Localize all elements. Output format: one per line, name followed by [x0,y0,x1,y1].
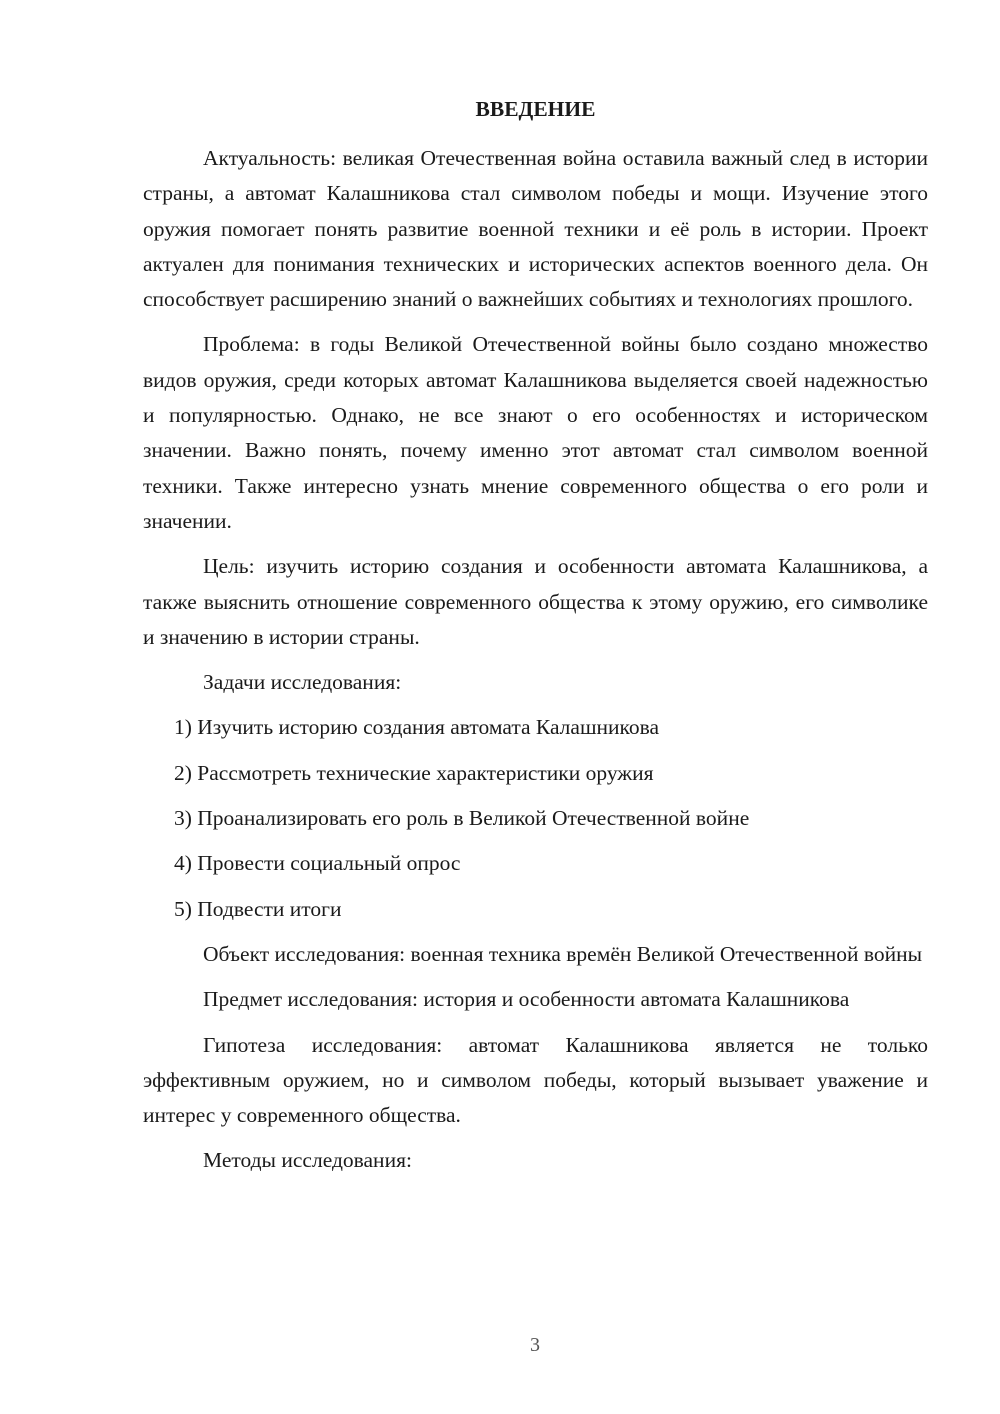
page-number: 3 [530,1334,540,1356]
hypothesis-paragraph: Гипотеза исследования: автомат Калашникова является не только эффективным оружием, но и символом победы, который вызывает уважение и интерес у современного общества. [143,1032,928,1128]
tasks-title: Задачи исследования: [203,670,402,695]
list-item: 2) Рассмотреть технические характеристики оружия [174,760,654,785]
document-page [143,92,928,1179]
object-paragraph: Объект исследования: военная техника времён Великой Отечественной войны [203,941,923,966]
subject-paragraph: Предмет исследования: история и особенности автомата Калашникова [203,987,850,1012]
list-item: 1) Изучить историю создания автомата Калашникова [174,715,660,740]
list-item: 3) Проанализировать его роль в Великой Отечественной войне [174,806,750,831]
section-heading: ВВЕДЕНИЕ [475,97,596,121]
goal-paragraph: Цель: изучить историю создания и особенности автомата Калашникова, а также выяснить отношение современного общества к этому оружию, его символике и значению в истории страны. [143,554,928,649]
list-item: 4) Провести социальный опрос [174,851,461,876]
task-list [143,710,928,926]
relevance-paragraph: Актуальность: великая Отечественная война оставила важный след в истории страны, а автомат Калашникова стал символом победы и мощи. Изучение этого оружия помогает понять развитие военной техники и её роль в истории. Проект актуален для понимания технических и исторических аспектов военного дела. Он способствует расширению знаний о важнейших событиях и технологиях прошлого. [143,146,928,312]
problem-paragraph: Проблема: в годы Великой Отечественной войны было создано множество видов оружия, среди которых автомат Калашникова выделяется своей надежностью и популярностью. Однако, не все знают о его особенностях и историческом значении. Важно понять, почему именно этот автомат стал символом военной техники. Также интересно узнать мнение современного общества о его роли и значении. [143,332,928,533]
list-item: 5) Подвести итоги [174,896,342,921]
methods-title: Методы исследования: [203,1148,412,1173]
